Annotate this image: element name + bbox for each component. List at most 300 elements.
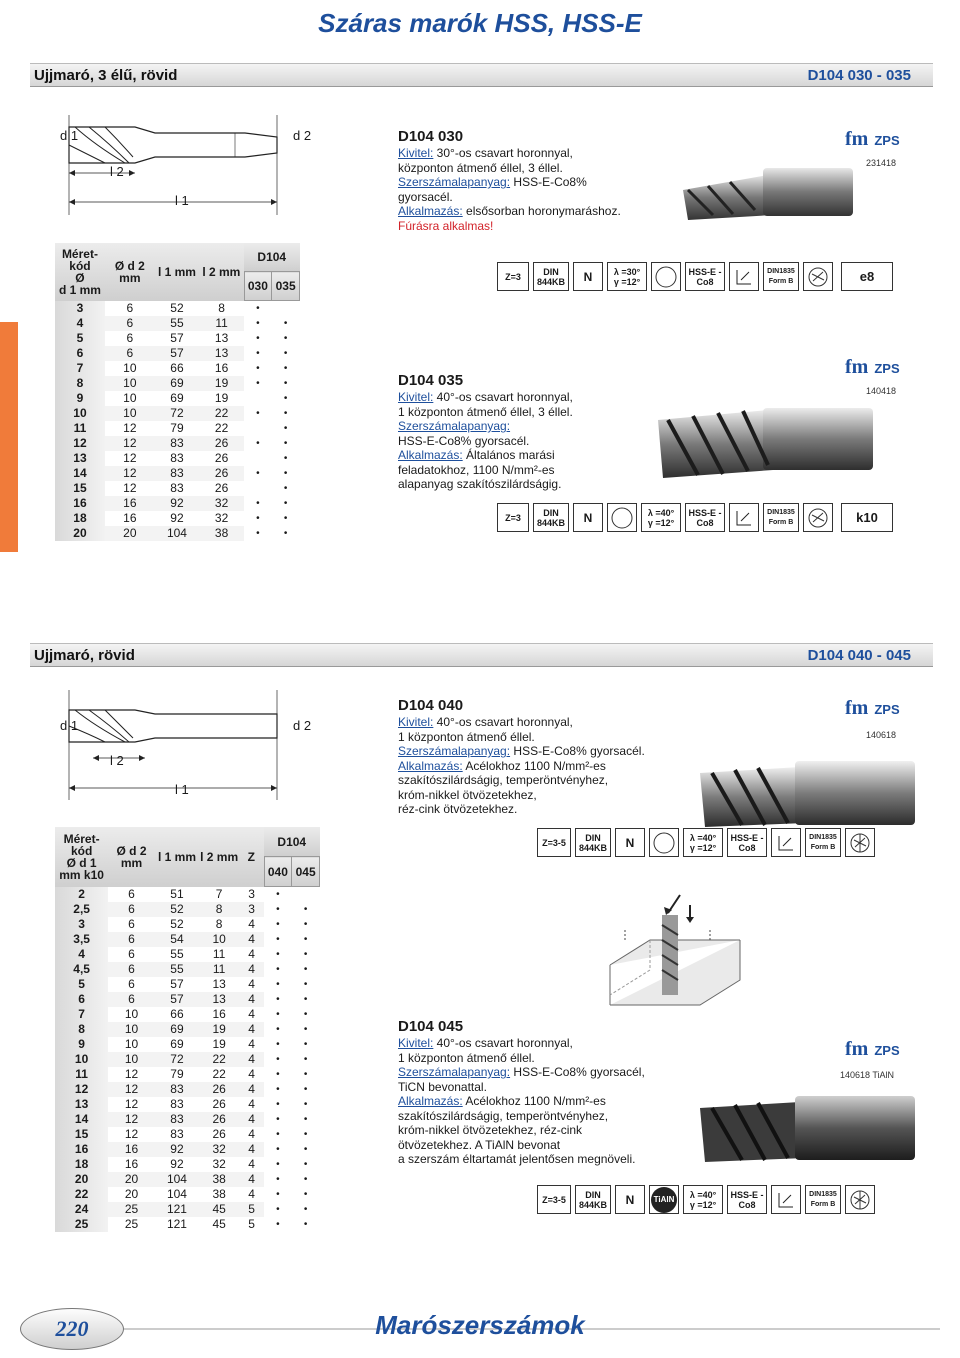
kivitel-label: Kivitel: — [398, 715, 434, 729]
cell-k: 11 — [55, 421, 105, 436]
teeth-count-badge: Z=3 — [497, 262, 529, 291]
cell-k: 6 — [55, 346, 105, 361]
table-row — [55, 992, 320, 1007]
cell-l2: 22 — [212, 1067, 226, 1081]
cell-d2: 12 — [123, 451, 137, 465]
kivitel-label: Kivitel: — [398, 390, 434, 404]
cell-k: 6 — [55, 992, 108, 1007]
header-030: 030 — [244, 272, 272, 301]
cell-l2: 32 — [199, 1142, 239, 1157]
side-tab-marker — [0, 322, 18, 552]
cell-l1: 57 — [170, 331, 184, 345]
table-row — [55, 902, 320, 917]
cutting-direction-icon — [729, 262, 759, 291]
label-d1: d 1 — [60, 128, 79, 143]
cell-a: • — [276, 919, 280, 930]
cell-b: • — [303, 919, 308, 930]
cell-b: • — [283, 408, 288, 419]
table-row — [55, 1082, 320, 1097]
label-d1: d 1 — [60, 718, 79, 733]
cell-k: 24 — [55, 1202, 108, 1217]
cell-b: • — [303, 1069, 308, 1080]
cell-b: • — [303, 904, 308, 915]
cell-z: 4 — [239, 1022, 264, 1037]
cell-a — [244, 391, 272, 406]
cell-l2: 7 — [215, 886, 223, 901]
cell-l2: 26 — [214, 451, 229, 465]
cell-z: 3 — [248, 886, 255, 901]
table-row — [55, 316, 300, 331]
cell-b: • — [303, 1129, 308, 1140]
cell-a — [244, 451, 272, 466]
helix-angle-badge: λ =40° γ =12° — [683, 828, 723, 857]
cell-l1: 83 — [170, 481, 184, 495]
cell-l2: 32 — [212, 1157, 226, 1171]
cell-l1: 57 — [170, 977, 184, 991]
tool-drawing-1 — [55, 115, 325, 215]
tolerance-badge: k10 — [841, 503, 893, 532]
cell-d2: 10 — [124, 1037, 139, 1051]
cell-b: • — [303, 1159, 308, 1170]
cell-l1: 54 — [155, 932, 199, 947]
helix-angle-badge: λ =40° γ =12° — [641, 503, 681, 532]
cell-d2: 6 — [105, 346, 155, 361]
cell-d2: 6 — [108, 992, 155, 1007]
cell-b: • — [283, 468, 288, 479]
cell-a: • — [276, 1219, 280, 1230]
table-row — [55, 947, 320, 962]
cell-l1: 79 — [170, 421, 184, 435]
tool-photo-2 — [648, 400, 888, 490]
cell-a: • — [276, 1144, 280, 1155]
cell-z: 4 — [239, 932, 264, 947]
cell-a: • — [256, 513, 260, 524]
cell-b: • — [303, 994, 308, 1005]
cell-l2: 16 — [214, 361, 229, 375]
cell-b: • — [303, 949, 308, 960]
table-row — [55, 1052, 320, 1067]
cell-z: 4 — [248, 917, 255, 931]
table-row — [55, 1037, 320, 1052]
cell-l2: 13 — [199, 346, 244, 361]
label-l1: l 1 — [175, 782, 189, 797]
cell-l1: 57 — [155, 346, 199, 361]
cell-k: 13 — [55, 451, 105, 466]
cell-d2: 20 — [124, 1187, 139, 1201]
cell-l2: 19 — [199, 376, 244, 391]
label-l2: l 2 — [110, 753, 124, 768]
cell-d2: 12 — [108, 1082, 155, 1097]
table-row — [55, 466, 300, 481]
cell-b: • — [283, 513, 288, 524]
header-l1: l 1 mm — [155, 827, 199, 887]
cell-b — [272, 301, 300, 317]
table-row — [55, 451, 300, 466]
brand-logo: fm ZPS — [845, 697, 900, 719]
cell-l1: 83 — [155, 436, 199, 451]
cell-k: 3 — [55, 917, 108, 932]
article-number: 140618 TiAlN — [840, 1070, 895, 1080]
table-row — [55, 1007, 320, 1022]
cell-l2: 26 — [199, 1082, 239, 1097]
cell-d2: 6 — [126, 300, 134, 315]
brand-logo: fm ZPS — [845, 356, 900, 378]
type-n-badge: N — [573, 262, 603, 291]
cell-d2: 6 — [128, 886, 135, 901]
cutting-direction-icon — [771, 828, 801, 857]
cell-l1: 92 — [170, 511, 184, 525]
cell-d2: 6 — [126, 331, 134, 345]
din-standard-badge: DIN 844KB — [533, 262, 569, 291]
brand-logo: fm ZPS — [845, 128, 900, 150]
section-range: D104 030 - 035 — [807, 67, 911, 84]
cell-k: 4 — [55, 947, 108, 962]
table-row — [55, 1127, 320, 1142]
cell-l1: 83 — [155, 466, 199, 481]
cell-z: 4 — [248, 1187, 255, 1201]
cell-d2: 6 — [108, 902, 155, 917]
table-row — [55, 436, 300, 451]
table-row — [55, 1157, 320, 1172]
cell-k: 25 — [55, 1217, 108, 1232]
cell-l2: 38 — [199, 526, 244, 541]
cell-l1: 83 — [170, 1127, 184, 1141]
tool-photo-1 — [648, 160, 868, 235]
header-l2: l 2 mm — [199, 243, 244, 301]
cell-l2: 11 — [199, 316, 244, 331]
section-header-1 — [30, 63, 933, 87]
cell-z: 4 — [239, 1172, 264, 1187]
product-code: D104 030 — [398, 128, 464, 145]
cell-k: 20 — [55, 526, 105, 541]
table-row — [55, 1142, 320, 1157]
cell-l2: 22 — [214, 421, 229, 435]
cell-b: • — [303, 1084, 308, 1095]
cell-k: 12 — [55, 1082, 108, 1097]
cell-b: • — [283, 498, 288, 509]
page-number: 220 — [20, 1308, 124, 1350]
cell-d2: 6 — [108, 932, 155, 947]
cell-z: 4 — [248, 947, 255, 961]
cell-d2: 16 — [123, 511, 137, 525]
cell-a: • — [256, 498, 260, 509]
type-n-badge: N — [615, 828, 645, 857]
cell-l1: 104 — [155, 526, 199, 541]
cell-l1: 83 — [155, 1112, 199, 1127]
din-standard-badge: DIN 844KB — [575, 828, 611, 857]
cell-l2: 26 — [214, 481, 229, 495]
cell-a: • — [256, 348, 260, 359]
cell-l1: 104 — [155, 1172, 199, 1187]
material-badge: HSS-E -Co8 — [685, 262, 725, 291]
teeth-count-badge: Z=3-5 — [537, 1185, 571, 1214]
cell-z: 4 — [239, 1052, 264, 1067]
cell-k: 2,5 — [55, 902, 108, 917]
cell-d2: 16 — [105, 496, 155, 511]
cell-d2: 16 — [124, 1157, 139, 1171]
cell-k: 7 — [55, 361, 105, 376]
cell-l1: 92 — [155, 496, 199, 511]
cell-k: 15 — [55, 1127, 108, 1142]
cell-d2: 6 — [128, 917, 135, 931]
tolerance-badge: e8 — [841, 262, 893, 291]
cell-k: 4 — [55, 316, 105, 331]
cell-b: • — [283, 318, 288, 329]
din-standard-badge: DIN 844KB — [575, 1185, 611, 1214]
cell-a: • — [276, 979, 280, 990]
cross-section-icon — [803, 503, 833, 532]
table-row — [55, 496, 300, 511]
cell-d2: 25 — [124, 1217, 139, 1231]
cell-l1: 69 — [170, 391, 184, 405]
table-row — [55, 1187, 320, 1202]
cell-l2: 22 — [199, 1052, 239, 1067]
cell-z: 4 — [239, 1112, 264, 1127]
cell-l2: 19 — [214, 391, 229, 405]
header-d2: Ø d 2 mm — [108, 827, 155, 887]
spec-icons-2 — [497, 503, 893, 532]
cell-a: • — [276, 994, 280, 1005]
cell-d2: 12 — [108, 1112, 155, 1127]
cell-a: • — [276, 889, 280, 900]
cell-d2: 10 — [124, 1007, 139, 1021]
cell-k: 16 — [55, 496, 105, 511]
cell-a: • — [276, 1099, 280, 1110]
cell-a: • — [276, 1129, 280, 1140]
cell-k: 10 — [55, 1052, 108, 1067]
table-row — [55, 887, 320, 903]
material-badge: HSS-E -Co8 — [727, 828, 767, 857]
cell-d2: 10 — [108, 1052, 155, 1067]
cell-l2: 13 — [214, 331, 229, 345]
label-d2: d 2 — [293, 128, 312, 143]
cell-a: • — [256, 303, 260, 314]
kivitel-label: Kivitel: — [398, 146, 434, 160]
cell-l2: 26 — [212, 1097, 226, 1111]
cell-b: • — [283, 393, 288, 404]
cell-l2: 13 — [199, 992, 239, 1007]
cell-l2: 26 — [199, 466, 244, 481]
table-row — [55, 1112, 320, 1127]
cell-l2: 11 — [199, 962, 239, 977]
cell-k: 12 — [55, 436, 105, 451]
cell-k: 5 — [55, 331, 105, 346]
cell-b: • — [283, 348, 288, 359]
cell-l1: 79 — [170, 1067, 184, 1081]
cell-k: 14 — [55, 1112, 108, 1127]
cell-l1: 51 — [170, 886, 184, 901]
table-row — [55, 511, 300, 526]
spec-icons-1 — [497, 262, 893, 291]
cell-l1: 92 — [170, 1157, 184, 1171]
cell-k: 16 — [55, 1142, 108, 1157]
table-row — [55, 1022, 320, 1037]
cell-k: 3 — [55, 301, 105, 317]
cell-d2: 6 — [128, 977, 135, 991]
table-row — [55, 301, 300, 317]
product-description-d104035: D104 035 Kivitel: 40°-os csavart horonnyal, 1 központon átmenő éllel, 3 éllel. Szerszámalapanyag: HSS-E-Co8% gyorsacél. Alkalmazás: Általános marási feladatokhoz, 1100 N/mm²-es alapanyag szakítószilárdságig. — [398, 372, 638, 492]
cell-l1: 55 — [170, 947, 184, 961]
helix-angle-badge: λ =40° γ =12° — [683, 1185, 723, 1214]
cell-l2: 45 — [199, 1202, 239, 1217]
cell-b: • — [303, 1054, 308, 1065]
cell-a: • — [276, 1069, 280, 1080]
cell-a: • — [276, 1174, 280, 1185]
teeth-count-badge: Z=3-5 — [537, 828, 571, 857]
spec-icons-4 — [537, 1185, 875, 1214]
cell-b: • — [283, 453, 288, 464]
cell-b: • — [303, 1144, 308, 1155]
cell-b: • — [283, 363, 288, 374]
cell-a: • — [256, 333, 260, 344]
cell-b: • — [283, 528, 288, 539]
material-badge: HSS-E -Co8 — [685, 503, 725, 532]
product-code: D104 040 — [398, 697, 464, 714]
cell-k: 3,5 — [55, 932, 108, 947]
label-d2: d 2 — [293, 718, 312, 733]
cell-k: 8 — [55, 376, 105, 391]
cell-b: • — [303, 934, 308, 945]
cell-l1: 52 — [170, 917, 184, 931]
product-code: D104 045 — [398, 1018, 464, 1035]
cell-z: 4 — [239, 962, 264, 977]
cell-l2: 10 — [199, 932, 239, 947]
article-number: 231418 — [866, 158, 897, 168]
table-row — [55, 932, 320, 947]
label-l2: l 2 — [110, 164, 124, 179]
table-row — [55, 346, 300, 361]
cell-b: • — [303, 1189, 308, 1200]
header-group: D104 — [244, 243, 299, 272]
cell-l1: 83 — [155, 1082, 199, 1097]
cell-l2: 26 — [199, 1112, 239, 1127]
section-title: Ujjmaró, 3 élű, rövid — [34, 67, 178, 84]
cell-l2: 8 — [218, 300, 225, 315]
table-row — [55, 1097, 320, 1112]
table-row — [55, 1202, 320, 1217]
header-z: Z — [239, 827, 264, 887]
cell-b: • — [283, 423, 288, 434]
shank-form-badge: DIN1835 Form B — [805, 1185, 841, 1214]
cell-a: • — [276, 904, 280, 915]
cell-a: • — [276, 1114, 280, 1125]
cell-d2: 12 — [124, 1067, 139, 1081]
cell-a — [244, 481, 272, 496]
cell-z: 4 — [239, 1082, 264, 1097]
cell-l1: 52 — [155, 902, 199, 917]
plunge-illustration — [600, 885, 750, 1015]
cell-z: 4 — [248, 1127, 255, 1141]
product-description-d104030: D104 030 Kivitel: 30°-os csavart horonnyal, központon átmenő éllel, 3 éllel. Szerszámalapanyag: HSS-E-Co8% gyorsacél. Alkalmazás: elsősorban horonymaráshoz. Fúrásra alkalmas! — [398, 128, 698, 233]
cell-k: 11 — [55, 1067, 108, 1082]
header-d2: Ø d 2 mm — [105, 243, 155, 301]
warning-text: Fúrásra alkalmas! — [398, 218, 494, 233]
cell-a: • — [256, 408, 260, 419]
type-n-badge: N — [573, 503, 603, 532]
cell-l1: 57 — [155, 992, 199, 1007]
anyag-label: Szerszámalapanyag: — [398, 744, 511, 758]
cell-b: • — [303, 1204, 308, 1215]
header-meret: Méret-kód Ø d 1 mm — [55, 243, 105, 301]
din-standard-badge: DIN 844KB — [533, 503, 569, 532]
cell-z: 4 — [248, 1097, 255, 1111]
cell-l2: 38 — [212, 1187, 226, 1201]
table-row — [55, 391, 300, 406]
cell-l2: 19 — [199, 1022, 239, 1037]
cell-d2: 12 — [123, 421, 137, 435]
cell-l1: 83 — [170, 1097, 184, 1111]
cell-z: 4 — [248, 977, 255, 991]
cell-z: 4 — [239, 992, 264, 1007]
cell-d2: 12 — [123, 481, 137, 495]
cell-a: • — [256, 528, 260, 539]
cell-b — [292, 887, 320, 903]
cell-d2: 10 — [105, 406, 155, 421]
product-code: D104 035 — [398, 372, 464, 389]
cell-d2: 10 — [105, 376, 155, 391]
cell-z: 4 — [239, 1142, 264, 1157]
section-range: D104 040 - 045 — [807, 647, 911, 664]
cell-k: 9 — [55, 391, 105, 406]
cell-l2: 32 — [214, 511, 229, 525]
label-l1: l 1 — [175, 193, 189, 208]
cell-a: • — [256, 363, 260, 374]
header-group: D104 — [264, 827, 319, 857]
cell-l2: 32 — [199, 496, 244, 511]
cell-k: 9 — [55, 1037, 108, 1052]
spec-table-2 — [55, 827, 320, 1232]
table-row — [55, 481, 300, 496]
cell-b: • — [283, 333, 288, 344]
cross-section-icon — [803, 262, 833, 291]
header-040: 040 — [264, 857, 292, 887]
cell-l2: 13 — [212, 977, 226, 991]
cell-b: • — [303, 1039, 308, 1050]
cell-l2: 45 — [212, 1217, 226, 1231]
cell-b: • — [283, 483, 288, 494]
anyag-label: Szerszámalapanyag: — [398, 1065, 511, 1079]
circle-icon — [649, 828, 679, 857]
table-row — [55, 376, 300, 391]
cell-k: 7 — [55, 1007, 108, 1022]
cell-a: • — [256, 468, 260, 479]
cell-a: • — [256, 318, 260, 329]
cell-z: 4 — [248, 1067, 255, 1081]
cell-b: • — [303, 1219, 308, 1230]
alkalmazas-label: Alkalmazás: — [398, 448, 463, 462]
page-title: Száras marók HSS, HSS-E — [318, 8, 642, 38]
cell-d2: 10 — [123, 361, 137, 375]
product-description-d104040: D104 040 Kivitel: 40°-os csavart horonnyal, 1 központon átmenő éllel. Szerszámalapanyag: HSS-E-Co8% gyorsacél. Alkalmazás: Acélokhoz 1100 N/mm²-es szakítószilárdságig, temperöntvényhez, króm-nikkel ötvözetekhez, réz-cink ötvözetekhez. — [398, 697, 698, 817]
cell-z: 4 — [248, 1007, 255, 1021]
helix-angle-badge: λ =30° γ =12° — [607, 262, 647, 291]
cell-d2: 20 — [108, 1172, 155, 1187]
cell-a — [244, 421, 272, 436]
cell-k: 13 — [55, 1097, 108, 1112]
table-row — [55, 1217, 320, 1232]
cell-a: • — [276, 1054, 280, 1065]
cross-section-icon — [845, 1185, 875, 1214]
cell-l1: 83 — [170, 451, 184, 465]
alkalmazas-label: Alkalmazás: — [398, 204, 463, 218]
anyag-label: Szerszámalapanyag: — [398, 419, 511, 433]
cell-l2: 22 — [199, 406, 244, 421]
cell-k: 15 — [55, 481, 105, 496]
cell-k: 18 — [55, 511, 105, 526]
cell-l2: 38 — [199, 1172, 239, 1187]
cell-k: 18 — [55, 1157, 108, 1172]
type-n-badge: N — [615, 1185, 645, 1214]
